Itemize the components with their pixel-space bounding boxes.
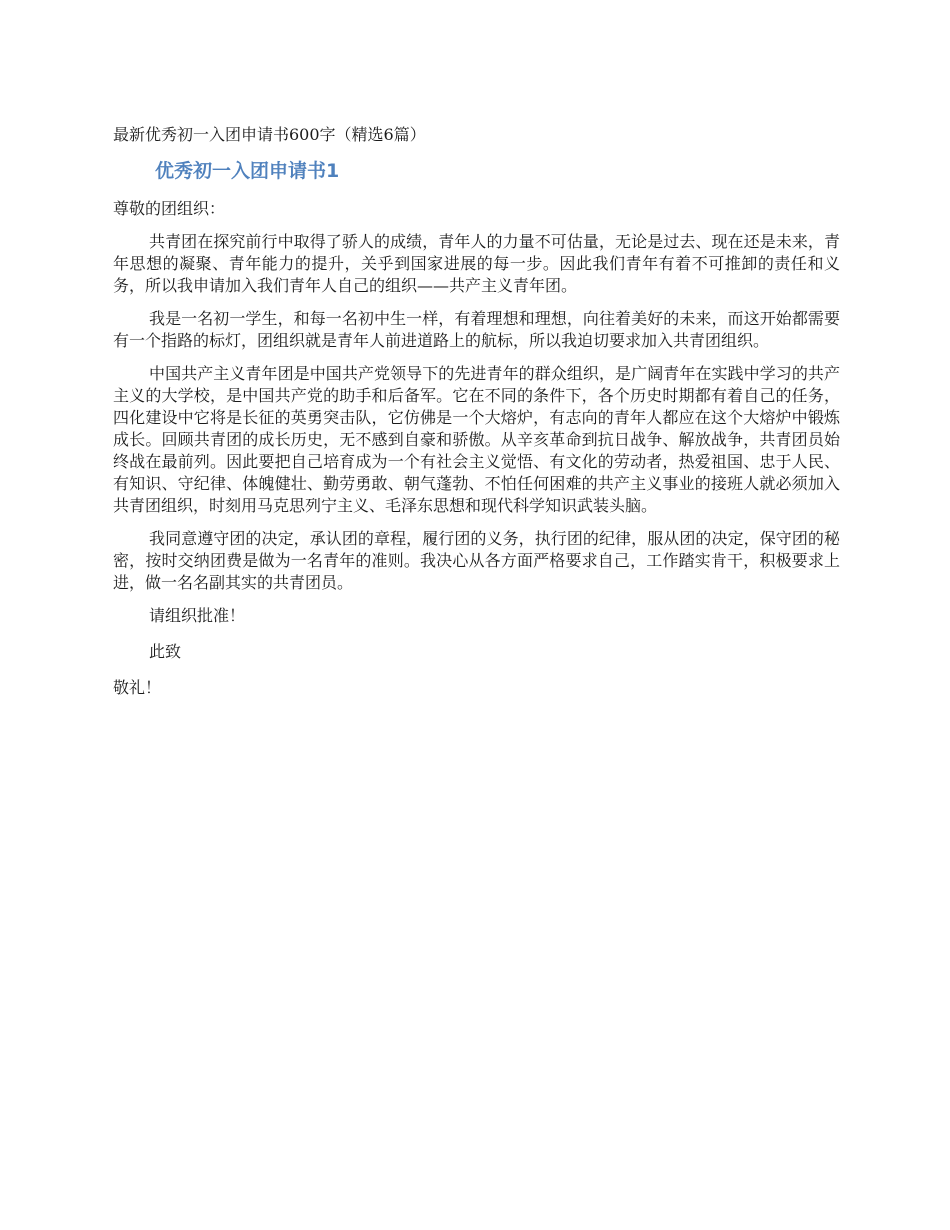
document-title: 最新优秀初一入团申请书600字（精选6篇） — [113, 125, 426, 144]
document-content — [113, 124, 840, 699]
body-paragraph-3: 中国共产主义青年团是中国共产党领导下的先进青年的群众组织，是广阔青年在实践中学习的共产主义的大学校，是中国共产党的助手和后备军。它在不同的条件下，各个历史时期都有着自己的任务，四化建设中它将是长征的英勇突击队，它仿佛是一个大熔炉，有志向的青年人都应在这个大熔炉中锻炼成长。回顾共青团的成长历史，无不感到自豪和骄傲。从辛亥革命到抗日战争、解放战争，共青团员始终战在最前列。因此要把自己培育成为一个有社会主义觉悟、有文化的劳动者，热爱祖国、忠于人民、有知识、守纪律、体魄健壮、勤劳勇敢、朝气蓬勃、不怕任何困难的共产主义事业的接班人就必须加入共青团组织，时刻用马克思列宁主义、毛泽东思想和现代科学知识武装头脑。 — [113, 364, 840, 515]
body-paragraph-1: 共青团在探究前行中取得了骄人的成绩，青年人的力量不可估量，无论是过去、现在还是未来，青年思想的凝聚、青年能力的提升，关乎到国家进展的每一步。因此我们青年有着不可推卸的责任和义务，所以我申请加入我们青年人自己的组织——共产主义青年团。 — [113, 232, 840, 295]
regards-line: 此致 — [149, 642, 182, 661]
body-paragraph-2: 我是一名初一学生，和每一名初中生一样，有着理想和理想，向往着美好的未来，而这开始都需要有一个指路的标灯，团组织就是青年人前进道路上的航标，所以我迫切要求加入共青团组织。 — [113, 309, 840, 350]
request-line: 请组织批准！ — [149, 606, 246, 625]
section-heading: 优秀初一入团申请书1 — [155, 160, 340, 182]
salutation: 尊敬的团组织： — [113, 199, 226, 218]
body-paragraph-4: 我同意遵守团的决定，承认团的章程，履行团的义务，执行团的纪律，服从团的决定，保守团的秘密，按时交纳团费是做为一名青年的准则。我决心从各方面严格要求自己，工作踏实肯干，积极要求上进，做一名名副其实的共青团员。 — [113, 529, 840, 592]
closing-line: 敬礼！ — [113, 678, 162, 697]
